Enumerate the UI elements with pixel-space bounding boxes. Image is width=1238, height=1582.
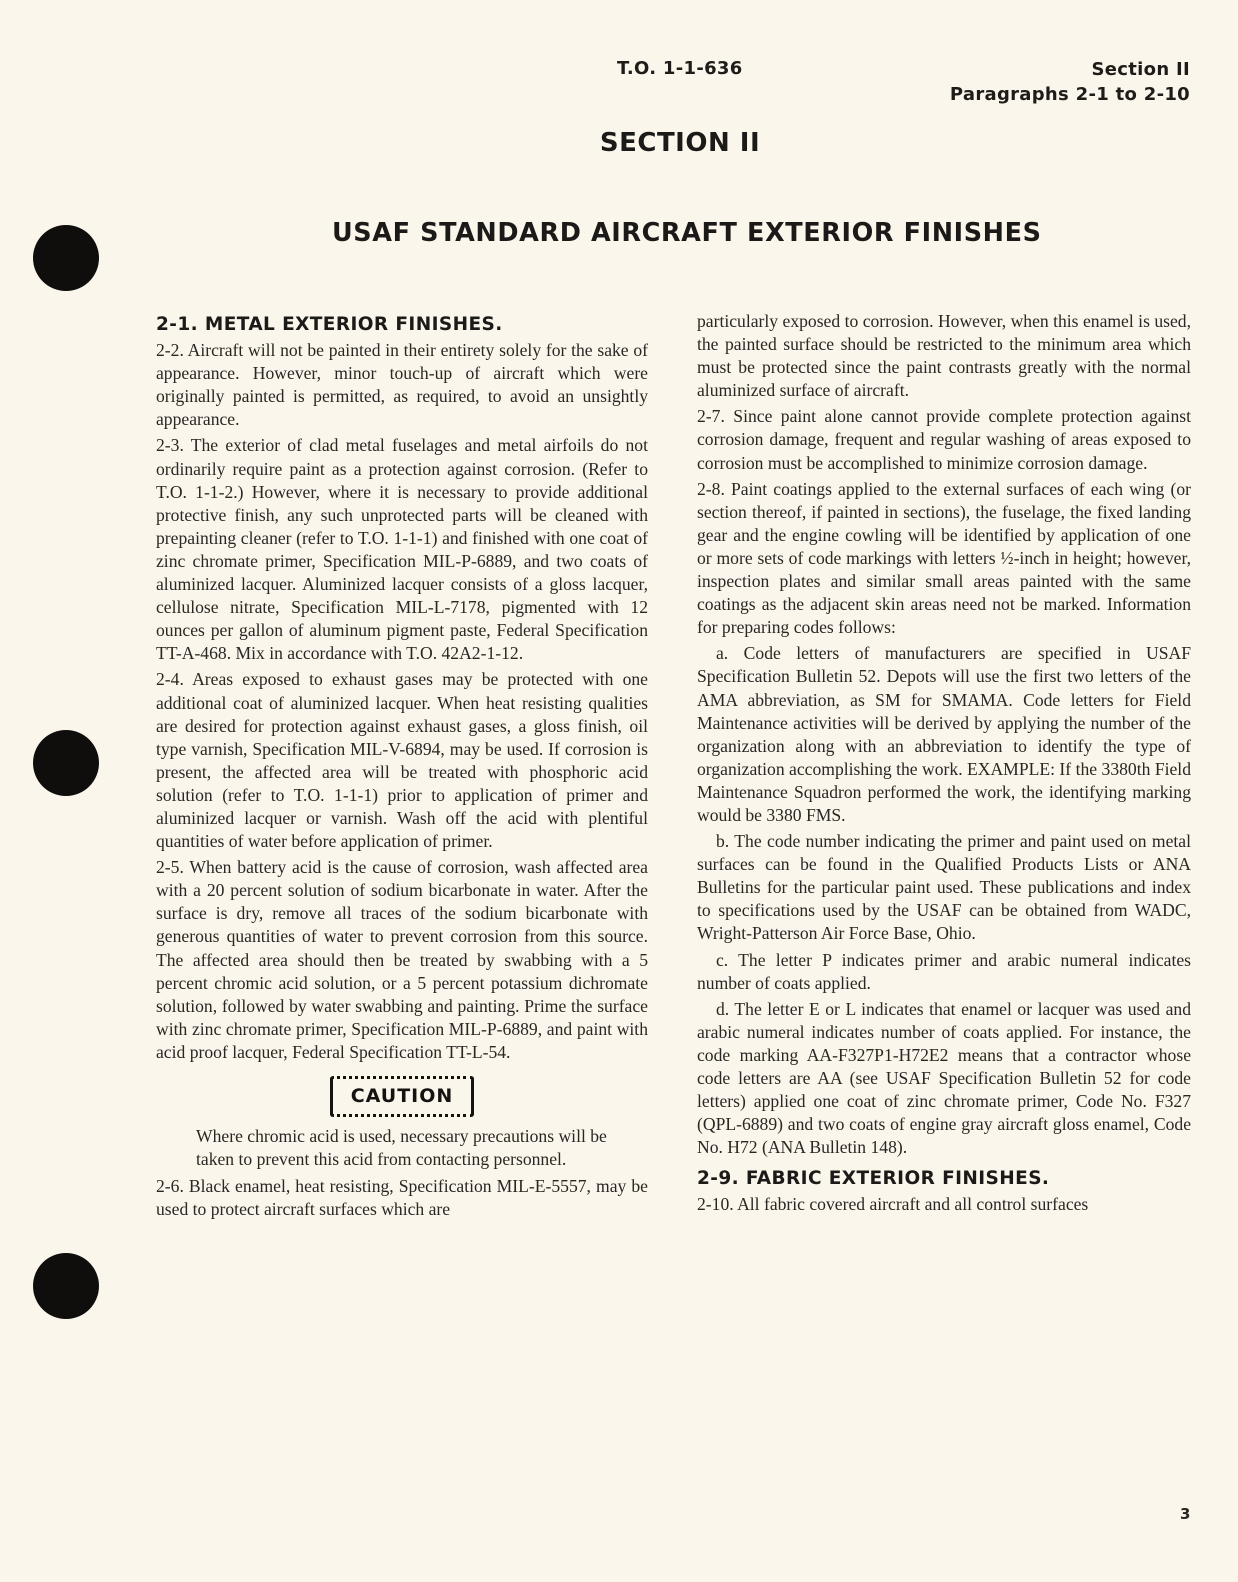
doc-number: T.O. 1-1-636 (617, 58, 743, 79)
heading-fabric-exterior-finishes: 2-9. FABRIC EXTERIOR FINISHES. (697, 1168, 1050, 1190)
caution-text: Where chromic acid is used, necessary precautions will be taken to prevent this acid from contacting personnel. (196, 1126, 607, 1170)
item-d: d. The letter E or L indicates that enamel or lacquer was used and arabic numeral indicates number of coats applied. For instance, the code marking AA-F327P1-H72E2 means that a contractor whose code letters are AA (see USAF Specification Bulletin 52 for code letters) applied one coat of zinc chromate primer, Code No. F327 (QPL-6889) and two coats of engine gray aircraft gloss enamel, Code No. H72 (ANA Bulletin 148). (697, 998, 1191, 1158)
caution-box (156, 1076, 648, 1117)
paragraph-2-5: 2-5. When battery acid is the cause of corrosion, wash affected area with a 20 percent solution of sodium bicarbonate in water. After the surface is dry, remove all traces of the sodium bicarbonate with generous quantities of water to prevent corrosion from this source. The affected area should then be treated by swabbing with a 5 percent chromic acid solution, or a 5 percent potassium dichromate solution, followed by water swabbing and painting. Prime the surface with zinc chromate primer, Specification MIL-P-6889, and paint with acid proof lacquer, Federal Specification TT-L-54. (156, 857, 648, 1062)
section-label: Section II (1091, 59, 1190, 80)
right-column (697, 310, 1191, 1220)
page-number: 3 (1180, 1505, 1191, 1523)
paragraph-2-7: 2-7. Since paint alone cannot provide complete protection against corrosion damage, frequent and regular washing of areas exposed to corrosion must be accomplished to minimize corrosion damage. (697, 406, 1191, 473)
left-column (156, 313, 648, 1224)
heading-metal-exterior-finishes: 2-1. METAL EXTERIOR FINISHES. (156, 314, 503, 335)
item-b: b. The code number indicating the primer and paint used on metal surfaces can be found in the Qualified Products Lists or ANA Bulletins for the particular paint used. These publications and index to specifications used by the USAF can be obtained from WADC, Wright-Patterson Air Force Base, Ohio. (697, 831, 1191, 944)
binder-hole-bottom (33, 1253, 99, 1319)
paragraph-2-4: 2-4. Areas exposed to exhaust gases may be protected with one additional coat of aluminized lacquer. When heat resisting qualities are desired for protection against exhaust gases, a gloss finish, oil type varnish, Specification MIL-V-6894, may be used. If corrosion is present, the affected area will be treated with phosphoric acid solution (refer to T.O. 1-1-1) prior to application of primer and aluminized lacquer or varnish. Wash off the acid with plentiful quantities of water before application of primer. (156, 669, 648, 852)
caution-label: CAUTION (330, 1076, 475, 1117)
item-a: a. Code letters of manufacturers are specified in USAF Specification Bulletin 52. Depots will use the first two letters of the AMA abbreviation, as SM for SMAMA. Code letters for Field Maintenance activities will be derived by applying the number of the organization along with an abbreviation to identify the type of organization accomplishing the work. EXAMPLE: If the 3380th Field Maintenance Squadron performed the work, the identifying marking would be 3380 FMS. (697, 643, 1191, 825)
binder-hole-top (33, 225, 99, 291)
paragraph-2-10: 2-10. All fabric covered aircraft and all control surfaces (697, 1194, 1089, 1215)
section-title: SECTION II (599, 128, 761, 158)
binder-hole-middle (33, 730, 99, 796)
paragraphs-label: Paragraphs 2-1 to 2-10 (949, 84, 1190, 105)
main-title: USAF STANDARD AIRCRAFT EXTERIOR FINISHES (332, 218, 1042, 248)
paragraph-2-8: 2-8. Paint coatings applied to the external surfaces of each wing (or section thereof, if painted in sections), the fuselage, the fixed landing gear and the engine cowling will be identified by application of one or more sets of code markings with letters ½-inch in height; however, inspection plates and similar small areas painted with the same coatings as the adjacent skin areas need not be marked. Information for preparing codes follows: (697, 478, 1191, 638)
paragraph-2-2: 2-2. Aircraft will not be painted in their entirety solely for the sake of appearance. However, minor touch-up of aircraft which were originally painted is permitted, as required, to avoid an unsightly appearance. (156, 340, 648, 430)
header-right (950, 57, 1190, 107)
paragraph-2-6-continued: particularly exposed to corrosion. However, when this enamel is used, the painted surface should be restricted to the minimum area which must be protected since the paint contrasts greatly with the normal aluminized surface of aircraft. (697, 311, 1191, 401)
item-c: c. The letter P indicates primer and arabic numeral indicates number of coats applied. (697, 949, 1191, 993)
paragraph-2-3: 2-3. The exterior of clad metal fuselages and metal airfoils do not ordinarily require paint as a protection against corrosion. (Refer to T.O. 1-1-2.) However, where it is necessary to provide additional protective finish, any such unprotected parts will be cleaned with prepainting cleaner (refer to T.O. 1-1-1) and finished with one coat of zinc chromate primer, Specification MIL-P-6889, and two coats of aluminized lacquer. Aluminized lacquer consists of a gloss lacquer, cellulose nitrate, Specification MIL-L-7178, pigmented with 12 ounces per gallon of aluminum pigment paste, Federal Specification TT-A-468. Mix in accordance with T.O. 42A2-1-12. (156, 435, 648, 664)
paragraph-2-6: 2-6. Black enamel, heat resisting, Specification MIL-E-5557, may be used to protect aircraft surfaces which are (156, 1176, 648, 1220)
